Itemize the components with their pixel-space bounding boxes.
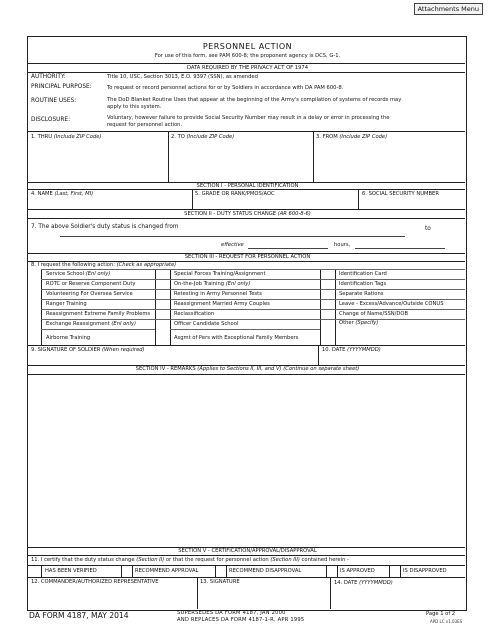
option-married-couples: Reassignment Married Army Couples [174,301,270,307]
item11-text: 11. I certify that the duty status change (Section II) or that the request for personnel action (Section III) contained herein - [31,557,349,563]
hours-label: hours, [334,242,351,248]
disclosure-text-2: request for personnel action. [107,122,183,128]
option-ojt: On-the-Job Training (Enl only) [174,281,251,287]
option-exchange-reassignment: Exchange Reassignment (Enl only) [46,321,137,327]
privacy-act-header: DATA REQUIRED BY THE PRIVACY ACT OF 1974 [186,65,308,71]
disclosure-text-1: Voluntary, however failure to provide Social Security Number may result in a delay or error in processing the [107,115,390,121]
authority-text: Title 10, USC, Section 3013, E.O. 9397 (SSN), as amended [107,74,258,80]
to-field[interactable] [170,142,312,180]
option-ocs: Officer Candidate School [174,321,239,327]
checkbox-volunteer-oversea[interactable] [29,290,40,298]
checkbox-exchange-reassignment[interactable] [29,320,40,328]
checkbox-change-name[interactable] [322,310,334,318]
form-id: DA FORM 4187, MAY 2014 [29,611,129,620]
section1-header: SECTION I - PERSONAL IDENTIFICATION [196,183,299,189]
item8-label: 8. I request the following action: (Check as appropriate) [31,262,177,268]
commander-signature-field[interactable] [199,587,329,607]
commander-signature-label: 13. SIGNATURE [200,579,240,585]
option-leave: Leave - Excess/Advance/Outside CONUS [339,301,444,307]
checkbox-ocs[interactable] [157,320,169,328]
name-label: 4. NAME (Last, First, MI) [31,191,94,197]
remarks-textarea[interactable] [29,376,467,548]
checkbox-other[interactable] [322,320,334,328]
routine-uses-label: ROUTINE USES: [31,98,77,104]
option-volunteer-oversea: Volunteering For Oversea Service [46,291,133,297]
checkbox-is-approved[interactable] [327,567,336,576]
option-id-card: Identification Card [339,271,387,277]
checkbox-extreme-family[interactable] [29,310,40,318]
option-ranger-training: Ranger Training [46,301,87,307]
grade-field[interactable] [194,198,357,208]
option-recommend-disapproval: RECOMMEND DISAPPROVAL [229,568,302,574]
option-change-name: Change of Name/SSN/DOB [339,311,409,317]
checkbox-service-school[interactable] [29,270,40,278]
form-title: PERSONNEL ACTION [202,42,293,51]
soldier-signature-field[interactable] [29,354,317,364]
section3-header: SECTION III - REQUEST FOR PERSONNEL ACTION [184,254,311,260]
checkbox-is-disapproved[interactable] [390,567,399,576]
item7-text: 7. The above Soldier's duty status is changed from [31,224,179,230]
option-has-been-verified: HAS BEEN VERIFIED [45,568,97,574]
option-airborne-training: Airborne Training [46,335,91,341]
effective-label: effective [221,242,244,248]
option-rotc-reserve: ROTC or Reserve Component Duty [46,281,136,287]
effective-date-field[interactable] [248,241,328,248]
supersedes-line-1: SUPERSEDES DA FORM 4187, JAN 2000 [177,610,286,616]
option-exceptional-family: Asgmt of Pers with Exceptional Family Members [174,335,299,341]
apd-version: APD LC v1.03ES [430,619,463,624]
option-separate-rations: Separate Rations [339,291,384,297]
attachments-menu-button[interactable]: Attachments Menu [414,3,483,15]
soldier-date-field[interactable] [320,354,463,364]
commander-label: 12. COMMANDER/AUTHORIZED REPRESENTATIVE [31,579,159,585]
commander-field[interactable] [29,587,196,607]
option-reclassification: Reclassification [174,311,215,317]
option-retesting: Retesting in Army Personnel Tests [174,291,262,297]
authority-label: AUTHORITY: [31,74,66,80]
ssn-label: 6. SOCIAL SECURITY NUMBER [362,191,439,197]
soldier-date-label: 10. DATE (YYYYMMDD) [322,347,381,353]
item7-to: to [425,226,431,232]
from-field[interactable] [315,142,463,180]
commander-date-label: 14. DATE (YYYYMMDD) [334,580,393,586]
commander-date-field[interactable] [332,588,463,607]
checkbox-id-tags[interactable] [322,280,334,288]
to-label: 2. TO (Include ZIP Code) [171,134,235,140]
soldier-signature-label: 9. SIGNATURE OF SOLDIER (When required) [31,347,145,353]
checkbox-married-couples[interactable] [157,300,169,308]
purpose-text: To request or record personnel actions for or by Soldiers in accordance with DA PAM 600-8. [107,85,344,91]
ssn-field[interactable] [360,198,463,208]
section4-header: SECTION IV - REMARKS (Applies to Sections II, III, and V) (Continue on separate sheet) [135,366,360,372]
option-is-disapproved: IS DISAPPROVED [403,568,447,574]
grade-label: 5. GRADE OR RANK/PMOS/AOC [195,191,275,197]
checkbox-has-been-verified[interactable] [29,567,40,576]
checkbox-separate-rations[interactable] [322,290,334,298]
supersedes-line-2: AND REPLACES DA FORM 4187-1-R, APR 1995 [177,617,305,623]
checkbox-special-forces[interactable] [157,270,169,278]
checkbox-id-card[interactable] [322,270,334,278]
section2-header: SECTION II - DUTY STATUS CHANGE (AR 600-8-6) [184,211,311,217]
purpose-label: PRINCIPAL PURPOSE: [31,84,92,90]
section5-header: SECTION V - CERTIFICATION/APPROVAL/DISAPPROVAL [178,548,317,554]
from-label: 3. FROM (Include ZIP Code) [316,134,388,140]
checkbox-recommend-disapproval[interactable] [216,567,225,576]
checkbox-leave[interactable] [322,300,334,308]
checkbox-recommend-approval[interactable] [122,567,131,576]
option-extreme-family: Reassignment Extreme Family Problems [46,311,151,317]
checkbox-rotc-reserve[interactable] [29,280,40,288]
disclosure-label: DISCLOSURE: [31,117,71,123]
form-subtitle: For use of this form, see PAM 600-8; the proponent agency is DCS, G-1. [154,53,341,59]
routine-uses-text-1: The DoD Blanket Routine Uses that appear at the beginning of the Army's compilation of systems of records may [107,97,402,103]
checkbox-ojt[interactable] [157,280,169,288]
thru-field[interactable] [29,142,167,180]
checkbox-airborne-training[interactable] [29,332,40,342]
routine-uses-text-2: apply to this system. [107,104,162,110]
thru-label: 1. THRU (Include ZIP Code) [31,134,102,140]
option-is-approved: IS APPROVED [340,568,375,574]
duty-status-from-field[interactable] [60,229,405,236]
name-field[interactable] [29,198,191,208]
duty-status-to-field[interactable] [355,241,445,248]
checkbox-ranger-training[interactable] [29,300,40,308]
option-recommend-approval: RECOMMEND APPROVAL [135,568,199,574]
option-other: Other (Specify) [339,320,379,326]
page-number: Page 1 of 2 [426,611,456,617]
option-special-forces: Special Forces Training/Assignment [174,271,266,277]
other-specify-field[interactable] [337,328,463,344]
checkbox-retesting[interactable] [157,290,169,298]
option-service-school: Service School (Enl only) [46,271,111,277]
checkbox-reclassification[interactable] [157,310,169,318]
option-id-tags: Identification Tags [339,281,387,287]
checkbox-exceptional-family[interactable] [157,332,169,342]
